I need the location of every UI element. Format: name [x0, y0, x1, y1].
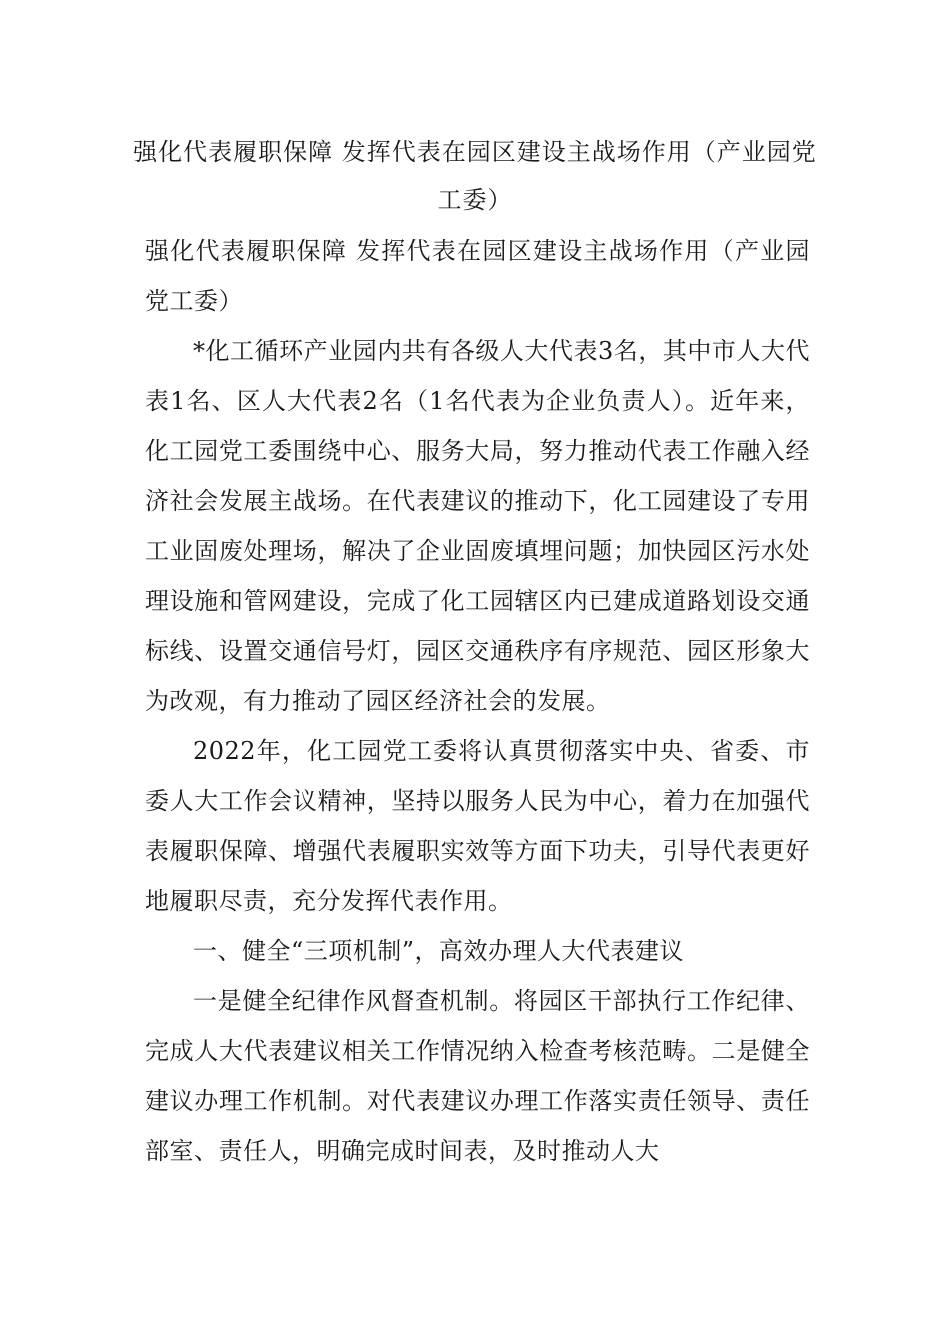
- document-body: [145, 226, 810, 1176]
- document-subtitle: 强化代表履职保障 发挥代表在园区建设主战场作用（产业园党工委）: [145, 237, 810, 315]
- paragraph-mechanisms: 一是健全纪律作风督查机制。将园区干部执行工作纪律、完成人大代表建议相关工作情况纳入检查考核范畴。二是健全建议办理工作机制。对代表建议办理工作落实责任领导、责任部室、责任人，明确完成时间表，及时推动人大: [145, 987, 810, 1165]
- section-heading-1: 一、健全“三项机制”，高效办理人大代表建议: [193, 937, 685, 965]
- paragraph-intro: *化工循环产业园内共有各级人大代表3名，其中市人大代表1名、区人大代表2名（1名代表为企业负责人）。近年来，化工园党工委围绕中心、服务大局，努力推动代表工作融入经济社会发展主战场。在代表建议的推动下，化工园建设了专用工业固废处理场，解决了企业固废填埋问题；加快园区污水处理设施和管网建设，完成了化工园辖区内已建成道路划设交通标线、设置交通信号灯，园区交通秩序有序规范、园区形象大为改观，有力推动了园区经济社会的发展。: [145, 337, 810, 715]
- document-title: 强化代表履职保障 发挥代表在园区建设主战场作用（产业园党工委）: [133, 138, 817, 214]
- paragraph-2022-plan: 2022年，化工园党工委将认真贯彻落实中央、省委、市委人大工作会议精神，坚持以服务人民为中心，着力在加强代表履职保障、增强代表履职实效等方面下功夫，引导代表更好地履职尽责，充分发挥代表作用。: [145, 737, 810, 915]
